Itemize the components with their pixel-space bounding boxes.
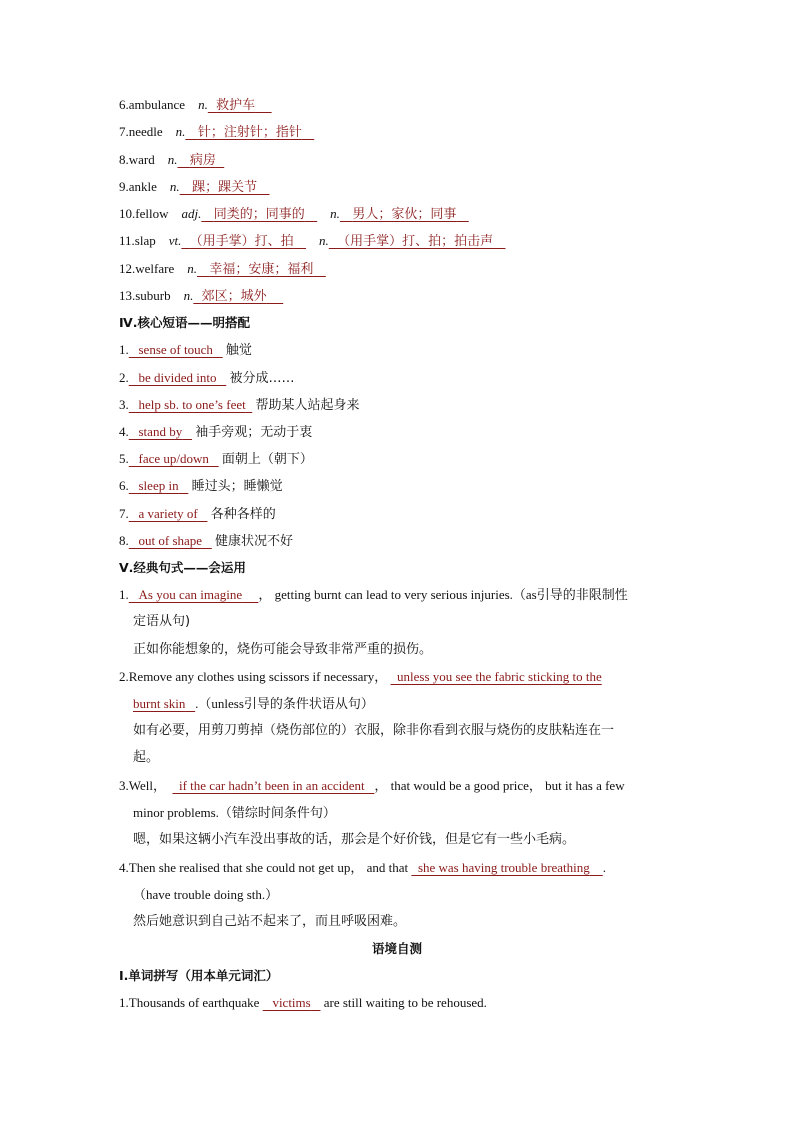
sentence-3-continued: minor problems.（错综时间条件句） (133, 805, 336, 820)
answer-blank: 病房 (189, 153, 216, 168)
answer-blank: be divided into (138, 370, 217, 385)
sentence-3: 3.Well， if the car hadn’t been in an accident ， that would be a good price， but it has a few (119, 778, 625, 793)
answer-blank: face up/down (138, 451, 209, 466)
test-title: 语境自测 (371, 941, 422, 956)
answer-blank: burnt skin (133, 696, 186, 711)
phrase-item: 7. a variety of 各种各样的 (119, 506, 276, 522)
answer-blank: （用手掌）打、拍；拍击声 (337, 234, 494, 249)
sentence-1: 1. As you can imagine ， getting burnt can lead to very serious injuries.（as引导的非限制性 (119, 587, 628, 602)
answer-blank: sense of touch (138, 342, 213, 357)
sentence-1-translation: 正如你能想象的，烧伤可能会导致非常严重的损伤。 (133, 642, 433, 657)
vocab-item: 7.needle n. 针；注射针；指针 (119, 123, 314, 141)
answer-blank: 救护车 (216, 98, 256, 113)
answer-blank: 针；注射针；指针 (197, 125, 302, 140)
sentence-3-translation: 嗯，如果这辆小汽车没出事故的话，那会是个好价钱，但是它有一些小毛病。 (133, 832, 576, 847)
test-question-1: 1.Thousands of earthquake victims are still waiting to be rehoused. (119, 995, 487, 1010)
answer-blank: a variety of (138, 506, 198, 521)
answer-blank: 踝；踝关节 (192, 180, 258, 195)
sentence-2: 2.Remove any clothes using scissors if necessary， unless you see the fabric sticking to the (119, 669, 602, 684)
sentence-2-translation: 如有必要，用剪刀剪掉（烧伤部位的）衣服，除非你看到衣服与烧伤的皮肤粘连在一 (133, 723, 615, 738)
sentence-2-translation-continued: 起。 (133, 750, 160, 765)
answer-blank: if the car hadn’t been in an accident (178, 778, 365, 793)
sentence-1-continued: 定语从句) (133, 614, 191, 629)
sentence-4-translation: 然后她意识到自己站不起来了，而且呼吸困难。 (133, 914, 407, 929)
vocab-item: 9.ankle n. 踝；踝关节 (119, 178, 269, 196)
vocab-item: 11.slap vt. （用手掌）打、拍 n. （用手掌）打、拍；拍击声 (119, 232, 505, 250)
vocab-item: 10.fellow adj. 同类的；同事的 n. 男人；家伙；同事 (119, 205, 469, 223)
answer-blank: （用手掌）打、拍 (189, 234, 294, 249)
sentence-2-continued: burnt skin .（unless引导的条件状语从句） (133, 696, 374, 711)
vocab-item: 12.welfare n. 幸福；安康；福利 (119, 260, 326, 278)
phrase-item: 8. out of shape 健康状况不好 (119, 533, 294, 549)
phrase-item: 6. sleep in 睡过头；睡懒觉 (119, 478, 283, 494)
sentence-4-continued: （have trouble doing sth.） (133, 887, 279, 902)
phrase-item: 2. be divided into 被分成…… (119, 370, 295, 386)
answer-blank: sleep in (138, 478, 179, 493)
phrase-item: 5. face up/down 面朝上（朝下） (119, 451, 313, 467)
answer-blank: help sb. to one’s feet (138, 397, 246, 412)
vocab-item: 6.ambulance n. 救护车 (119, 96, 272, 114)
answer-blank: 郊区；城外 (201, 289, 267, 304)
section-heading: Ⅴ.经典句式——会运用 (119, 560, 246, 575)
test-heading: Ⅰ.单词拼写（用本单元词汇） (119, 968, 279, 983)
answer-blank: stand by (138, 424, 183, 439)
answer-blank: she was having trouble breathing (417, 860, 590, 875)
answer-blank: 男人；家伙；同事 (352, 207, 457, 222)
phrase-item: 4. stand by 袖手旁观；无动于衷 (119, 424, 313, 440)
answer-blank: 同类的；同事的 (213, 207, 305, 222)
phrase-item: 3. help sb. to one’s feet 帮助某人站起身来 (119, 397, 360, 413)
answer-blank: As you can imagine (138, 587, 243, 602)
vocab-item: 8.ward n. 病房 (119, 151, 224, 169)
answer-blank: unless you see the fabric sticking to the (397, 669, 602, 684)
phrase-item: 1. sense of touch 触觉 (119, 342, 252, 358)
sentence-4: 4.Then she realised that she could not get up， and that she was having trouble breathing . (119, 860, 607, 875)
section-heading: Ⅳ.核心短语——明搭配 (119, 315, 250, 330)
answer-blank: out of shape (138, 533, 203, 548)
answer-blank: victims (272, 995, 311, 1010)
answer-blank: 幸福；安康；福利 (209, 262, 314, 277)
vocab-item: 13.suburb n. 郊区；城外 (119, 287, 283, 305)
